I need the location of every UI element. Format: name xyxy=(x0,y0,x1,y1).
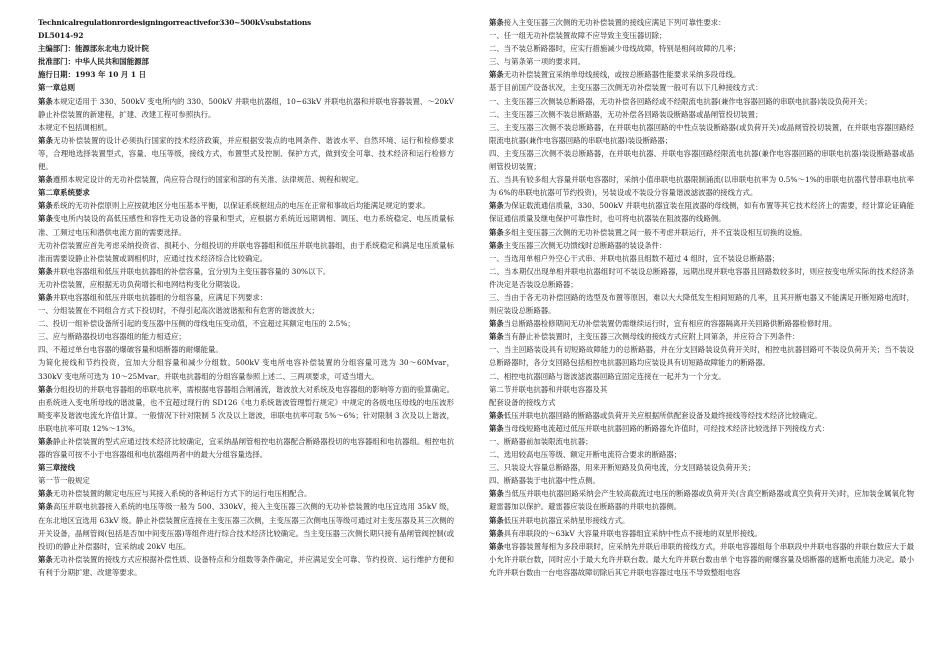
paragraph-text: 第二节并联电抗器和并联电容器及其 xyxy=(489,384,608,394)
paragraph xyxy=(38,553,454,579)
paragraph xyxy=(489,95,914,108)
paragraph-text: 变电所内装设的高低压感性和容性无功设备的容量和型式，应根据方系统近远期调相、调压、电力系统稳定、电压质量标准、工频过电压和潜供电流方面的需要选择。 xyxy=(38,214,454,237)
paragraph xyxy=(38,265,454,278)
section-heading: 批准部门：中华人民共和国能源部 xyxy=(38,57,149,67)
paragraph xyxy=(489,396,914,409)
paragraph-text: 系统的无功补偿原则上应按就地区分电压基本平衡，以保证系统枢纽点的电压在正常和事故后均能满足规定的要求。 xyxy=(52,201,430,211)
article-label: 第条 xyxy=(489,528,504,538)
paragraph xyxy=(38,356,454,382)
paragraph-text: 本规定不包括调相机。 xyxy=(38,122,112,132)
paragraph xyxy=(38,474,454,487)
paragraph xyxy=(38,383,454,435)
paragraph xyxy=(38,304,454,317)
section-heading: 施行日期：1993 年 10 月 1 日 xyxy=(38,70,146,80)
paragraph xyxy=(489,291,914,317)
paragraph-text: 四、不超过单台电容器的爆破容量和熔断器的耐爆能量。 xyxy=(38,345,223,355)
paragraph-text: 当总断路器检修期间无功补偿装置仍需继续运行时，宜有相应的容器隔离开关回路供断路器检修时用。 xyxy=(503,319,837,329)
paragraph-text: 一、分组装置在不同组合方式下投切时，不得引起高次谐波谐振和有危害的谐波放大； xyxy=(38,306,319,316)
paragraph-text: 当母线短路电流超过低压并联电抗器回路的断路器允许值时，可经技术经济比较选择下列接线方式： xyxy=(503,423,829,433)
article-label: 第条 xyxy=(38,201,53,211)
paragraph-text: 具有串联段的～63kV 大容量并联电容器组宜采纳中性点不接地的双星形接线。 xyxy=(503,528,762,538)
paragraph-text: 二、当不装总断路器时，应实行措施减少母线故障，特别是相间故障的几率； xyxy=(489,44,741,54)
section-heading: 第一章总则 xyxy=(38,83,75,93)
paragraph xyxy=(489,422,914,435)
paragraph xyxy=(489,16,914,29)
paragraph xyxy=(489,409,914,422)
paragraph-text: 主变压器三次侧无功馈线时总断路器的装设条件： xyxy=(503,240,667,250)
paragraph xyxy=(489,514,914,527)
paragraph-text: 高压并联电抗器接入系统的电压等级一般为 500、330kV，接入主变压器三次侧的无功补偿装置的电压宜选用 35kV 级，在东北地区宜选用 63kV 级。静止补偿装置应连接在主变压器三次侧，主变压器三次侧电压等级可通过对主变压器及其三次侧的开关设备，晶闸管阀(包括是否加中间变压器)等组件进行综合技术经济比较确定。当主变压器三次侧长期只接有晶闸管阀控制(或投切)的静止补偿器时，宜采纳或 20kV 电压。 xyxy=(38,502,454,551)
article-label: 第条 xyxy=(38,292,53,302)
paragraph-text: 二、当本期仅出现单相并联电抗器组时可不装设总断路器，远期出现并联电容器且回路数较多时，则应按变电所实际的技术经济条件决定是否装设总断路器； xyxy=(489,266,914,289)
article-label: 第条 xyxy=(489,319,504,329)
paragraph xyxy=(489,199,914,225)
paragraph xyxy=(489,487,914,513)
article-label: 第条 xyxy=(38,266,53,276)
paragraph xyxy=(38,487,454,500)
paragraph-text: 接入主变压器三次侧的无功补偿装置的接线应满足下列可靠性要求： xyxy=(503,18,726,27)
paragraph xyxy=(489,370,914,383)
paragraph xyxy=(489,108,914,121)
paragraph xyxy=(489,147,914,173)
paragraph-text: 二、选用较高电压等级、额定开断电流符合要求的断路器； xyxy=(489,450,682,460)
paragraph xyxy=(38,121,454,134)
paragraph-text: 三、应与断路器投切电容器组的能力相适应； xyxy=(38,332,186,342)
article-label: 第条 xyxy=(489,515,504,525)
paragraph-text: 三、当由于各无功补偿回路的选型及布置等原因，难以大大降低发生相间短路的几率，且其开断电器又不能满足开断短路电流时，则应装设总断路器。 xyxy=(489,292,914,316)
paragraph-text: 无功补偿装置，应根据无功负荷增长和电网结构变化分期装设。 xyxy=(38,279,245,289)
paragraph xyxy=(489,343,914,369)
paragraph-text: 一、当主回路装设具有切短路故障能力的总断路器，并在分支回路装设负荷开关时，相控电抗器回路可不装设负荷开关；当不装设总断路器时，各分支回路包括相控电抗器回路均应装设具有切短路故障能力的断路器。 xyxy=(489,345,914,368)
paragraph-text: 遵照本规定设计的无功补偿装置，尚应符合现行的国家和部的有关准、法律规范、规程和规定。 xyxy=(52,175,364,185)
paragraph xyxy=(489,474,914,487)
paragraph xyxy=(489,81,914,94)
paragraph-text: 无功补偿装置的额定电压应与其接入系统的各种运行方式下的运行电压相配合。 xyxy=(52,489,312,499)
paragraph xyxy=(38,212,454,238)
paragraph xyxy=(489,435,914,448)
paragraph xyxy=(489,29,914,42)
paragraph-text: 无功补偿装置的设计必须执行国家的技术经济政策，并应根据安装点的电网条件、谐波水平、自然环境、运行和检修要求等，合理地选择装置型式，容量、电压等级，接线方式，布置型式及控制、保护方式，做到安全可靠、技术经济和运行检修方便。 xyxy=(38,135,454,172)
article-label: 第条 xyxy=(489,240,504,250)
article-label: 第条 xyxy=(489,423,504,433)
paragraph-text: 一、主变压器三次侧装总断路器，无功补偿各回路经或不经限流电抗器(兼作电容器回路的串联电抗器)装设负荷开关； xyxy=(489,96,872,106)
paragraph xyxy=(489,55,914,68)
paragraph-text: 二、相控电抗器回路与谐波滤波器回路宜固定连接在一起并为一个分支。 xyxy=(489,371,726,381)
paragraph-text: 一、断路器前加装限流电抗器； xyxy=(489,437,593,446)
paragraph-text: 多组主变压器三次侧的无功补偿装置之间一般不考虑并联运行，并不宜装设相互切换的设施。 xyxy=(503,227,807,237)
paragraph-text: 当低压并联电抗器回路采纳会产生较高截流过电压的断路器或负荷开关(含真空断路器或真空负荷开关)时，应加装金属氧化物避雷器加以保护。避雷器应装设在断路器的并联电抗器侧。 xyxy=(489,489,914,512)
paragraph xyxy=(489,42,914,55)
paragraph xyxy=(38,173,454,186)
article-label: 第条 xyxy=(38,489,53,499)
document-title: Technicalregulationrordesigningorreactivefor330~500kVsubstations xyxy=(38,18,311,27)
paragraph xyxy=(489,173,914,199)
paragraph-text: 静止补偿装置的型式应通过技术经济比较确定，宜采纳晶闸管相控电抗器配合断路器投切的电容器组和电抗器组。相控电抗器的容量可按不小于电容器组和电抗器组两者中的最大分组容量选择。 xyxy=(38,437,454,460)
article-label: 第条 xyxy=(489,227,504,237)
paragraph-text: 二、投切一组补偿设备所引起的变压器中压侧的母线电压变动值，不宜超过其额定电压的 2.5%； xyxy=(38,319,355,329)
paragraph xyxy=(489,68,914,81)
paragraph xyxy=(489,527,914,540)
paragraph-text: 无功补偿装置宜采纳单母线接线，或按总断路器性能要求采纳多段母线。 xyxy=(503,70,741,80)
paragraph-text: 无功补偿装置的接线方式应根据补偿性质、设备特点和分组数等条件确定，并应满足安全可靠、节约投资、运行维护方便和有利于分期扩建、改建等要求。 xyxy=(38,554,454,577)
paragraph xyxy=(489,330,914,343)
paragraph-text: 四、断路器装于电抗器中性点侧。 xyxy=(489,476,600,486)
article-label: 第条 xyxy=(38,502,53,512)
paragraph xyxy=(38,278,454,291)
paragraph xyxy=(38,95,454,121)
paragraph xyxy=(489,540,914,579)
paragraph-text: 三、只装设大容量总断路器，用来开断短路及负荷电流，分支回路装设负荷开关； xyxy=(489,463,756,473)
paragraph-text: 低压并联电抗器宜采纳星形接线方式。 xyxy=(503,515,630,525)
paragraph xyxy=(489,265,914,291)
section-heading: 第三章接线 xyxy=(38,463,75,473)
paragraph-text: 并联电容器组和低压并联电抗器组的分组容量，应满足下列要求： xyxy=(52,292,268,302)
section-heading: 主编部门：能源部东北电力设计院 xyxy=(38,44,149,54)
paragraph-text: 三、与第条第一项的要求同。 xyxy=(489,57,586,67)
paragraph xyxy=(489,121,914,147)
paragraph xyxy=(38,317,454,330)
article-label: 第条 xyxy=(38,175,53,185)
paragraph-text: 五、当具有较多组大容量并联电容器时，采纳小值串联电抗器限制涌流(以串联电抗率为 0.5%～1%的串联电抗器代替串联电抗率为 6%的串联电抗器可节约投资)，另装设或不装设分容量谐波滤波器的接线方式。 xyxy=(489,175,914,198)
section-heading: DL5014-92 xyxy=(38,31,84,41)
paragraph-text: 分组投切的并联电容器组的串联电抗率，需根据电容器组合闸涌流，谐波放大对系统及电容器组的影响等方面的验算确定。由系统进入变电所母线的谐波量，也不宜超过现行的 SD126《电力系统谐波管理暂行规定》中规定的各级电压母线的电压波形畸变率及谐波电流允许值计算。一般情况下针对限制 5 次及以上谐波，串联电抗率可取 5%～6%；针对限制 3 次及以上谐波，串联电抗率可取 12%～13%。 xyxy=(38,384,454,433)
paragraph-text: 电容器装置每相为多段串联时，应采纳先并联后串联的接线方式，并联电容器组每个串联段中并联电容器的并联台数应大于最小允许并联台数，同时应小于最大允许并联台数。最大允许并联台数由单个电容器的耐爆容量及熔断器的遮断电流能力决定。最小允许并联台数由一台电容器故障切除后其它并联电容器过电压不导致整组电容 xyxy=(489,541,914,577)
paragraph-text: 四、主变压器三次侧不装总断路器，在并联电抗器、并联电容器回路经限流电抗器(兼作电容器回路的串联电抗器)装设断路器或晶闸管投切装置； xyxy=(489,148,914,172)
paragraph xyxy=(489,317,914,330)
paragraph-text: 三、主变压器三次侧不装总断路器，在并联电抗器回路的中性点装设断路器(或负荷开关)或晶闸管投切装置，在并联电容器回路经限流电抗器(兼作电容器回路的串联电抗器)装设断路器； xyxy=(489,122,914,145)
paragraph-text: 并联电容器组和低压并联电抗器组的补偿容量，宜分别为主变压器容量的 30%以下。 xyxy=(52,266,331,276)
right-column xyxy=(489,16,914,668)
paragraph-text: 本规定适用于 330、500kV 变电所内的 330、500kV 并联电抗器组，10~63kV 并联电抗器和并联电容器装置、～20kV 静止补偿装置的新建程，扩建、改建工程可参照执行。 xyxy=(38,96,454,119)
section-heading: 第二章系统要求 xyxy=(38,188,90,198)
paragraph xyxy=(489,239,914,252)
article-label: 第条 xyxy=(38,135,54,145)
paragraph xyxy=(489,448,914,461)
paragraph xyxy=(38,343,454,356)
article-label: 第条 xyxy=(38,554,53,564)
left-column xyxy=(38,16,454,668)
article-label: 第条 xyxy=(38,437,53,446)
paragraph-text: 一、任一组无功补偿装置故障不应导致主变压器切除； xyxy=(489,31,667,41)
paragraph-text: 当有静止补偿装置时，主变压器三次侧母线的接线方式应附上同第条，并应符合下列条件： xyxy=(503,332,800,342)
article-label: 第条 xyxy=(489,18,504,27)
article-label: 第条 xyxy=(38,96,53,106)
article-label: 第条 xyxy=(489,70,504,80)
paragraph xyxy=(489,226,914,239)
paragraph-text: 基于目前国产设备状况，主变压器三次侧无功补偿装置一般可有以下几种接线方式： xyxy=(489,83,763,93)
paragraph xyxy=(38,239,454,265)
article-label: 第条 xyxy=(38,384,53,394)
article-label: 第条 xyxy=(489,489,504,499)
paragraph xyxy=(489,461,914,474)
paragraph-text: 为保证载流通信质量，330、500kV 并联电抗器宜装在阻波器的母线侧，如有布置等其它技术经济上的需要，经计算论证确能保证通信质量及继电保护可靠性时，也可将电抗器装在阻波器的线路侧。 xyxy=(489,201,914,224)
paragraph-text: 配套设备的接线方式 xyxy=(489,397,556,407)
article-label: 第条 xyxy=(489,332,504,342)
article-label: 第条 xyxy=(489,201,504,211)
paragraph-text: 为简化接线和节约投资，宜加大分组容量和减少分组数。500kV 变电所电容补偿装置的分组容量可选为 30～60Mvar，330kV 变电所可选为 10～25Mvar。并联电抗器组的分组容量参照上述二、三两项要求，可适当增大。 xyxy=(38,358,454,381)
article-label: 第条 xyxy=(489,410,504,420)
article-label: 第条 xyxy=(489,541,504,551)
paragraph-text: 低压并联电抗器回路的断路器或负荷开关应根据所供配套设备及最终接线等经技术经济比较确定。 xyxy=(503,410,822,420)
paragraph-text: 一、当选用单相户外空心干式串、并联电抗器且组数不超过 4 组时，宜不装设总断路器； xyxy=(489,253,780,263)
paragraph xyxy=(38,291,454,304)
paragraph xyxy=(489,252,914,265)
paragraph xyxy=(38,435,454,461)
article-label: 第条 xyxy=(38,214,54,224)
paragraph xyxy=(38,134,454,173)
paragraph xyxy=(38,199,454,212)
paragraph xyxy=(38,500,454,552)
paragraph-text: 无功补偿装置应首先考虑采纳投资省、损耗小、分组投切的并联电容器组和低压并联电抗器组，由于系统稳定和满足电压质量标准而需要设静止补偿装置或调相机时，应通过技术经济综合比较确定。 xyxy=(38,240,454,263)
paragraph xyxy=(489,383,914,396)
paragraph xyxy=(38,330,454,343)
paragraph-text: 第一节一般规定 xyxy=(38,476,90,486)
paragraph-text: 二、主变压器三次侧不装总断路器，无功补偿各回路装设断路器或晶闸管投切装置； xyxy=(489,109,763,119)
